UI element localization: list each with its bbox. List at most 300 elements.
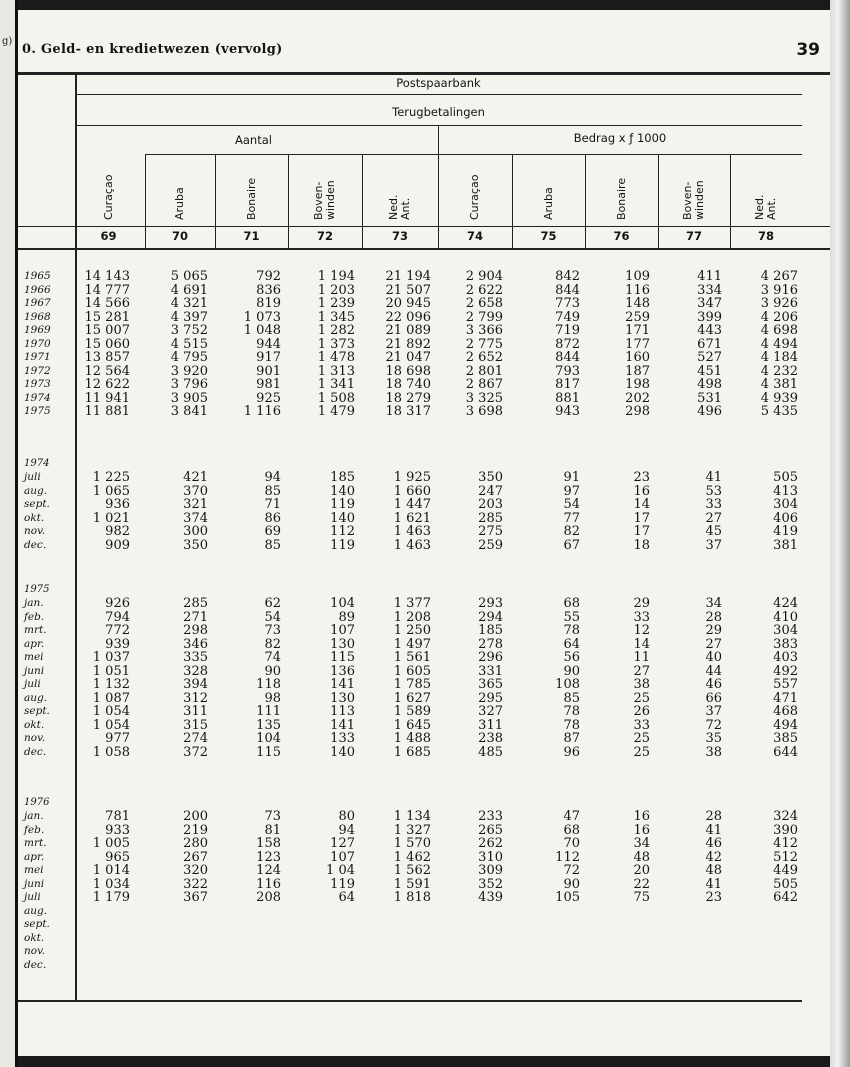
column-header-text: Ned. — [387, 194, 400, 220]
table-cell: 1 313 — [317, 363, 355, 379]
table-cell: 11 — [633, 650, 650, 665]
table-cell: 977 — [105, 731, 130, 746]
table-cell: 485 — [478, 744, 503, 760]
table-cell: 53 — [705, 483, 722, 499]
table-cell: 185 — [330, 470, 355, 485]
table-cell: 119 — [330, 876, 355, 892]
table-cell: 1 508 — [317, 390, 355, 406]
table-cell: 15 281 — [84, 309, 130, 325]
table-cell: 4 381 — [760, 377, 798, 392]
row-label: mei — [24, 864, 44, 876]
table-cell: 78 — [563, 623, 580, 638]
table-cell: 1 377 — [393, 596, 431, 611]
table-cell: 219 — [183, 822, 208, 838]
table-cell: 104 — [330, 596, 355, 611]
table-cell: 274 — [183, 731, 208, 746]
table-cell: 73 — [264, 623, 281, 638]
table-cell: 1 497 — [393, 636, 431, 652]
table-cell: 4 515 — [170, 336, 208, 352]
table-cell: 67 — [563, 537, 580, 553]
table-cell: 130 — [330, 690, 355, 706]
column-header-3 — [246, 178, 258, 220]
table-cell: 112 — [555, 849, 580, 865]
table-cell: 1 479 — [317, 404, 355, 419]
table-cell: 111 — [256, 704, 281, 719]
table-cell: 4 939 — [760, 390, 798, 406]
table-cell: 171 — [625, 323, 650, 338]
table-cell: 817 — [555, 377, 580, 392]
row-label: feb. — [24, 823, 45, 836]
table-cell: 78 — [563, 717, 580, 733]
left-page-fragment: g) — [2, 36, 13, 47]
table-cell: 12 564 — [84, 363, 130, 379]
table-cell: 14 — [633, 636, 650, 652]
table-cell: 123 — [256, 849, 281, 865]
table-cell: 981 — [256, 377, 281, 392]
table-cell: 41 — [705, 876, 722, 892]
table-cell: 119 — [330, 497, 355, 512]
table-cell: 1 021 — [92, 510, 130, 526]
table-cell: 141 — [330, 717, 355, 733]
table-cell: 1 179 — [92, 890, 130, 905]
table-cell: 4 206 — [760, 309, 798, 325]
table-cell: 198 — [625, 377, 650, 392]
column-header-4 — [313, 180, 337, 220]
row-label: 1973 — [24, 378, 51, 390]
column-header-text: Aruba — [541, 187, 555, 220]
table-cell: 794 — [105, 609, 130, 625]
table-cell: 18 — [633, 537, 650, 553]
header-bedrag: Bedrag x ƒ 1000 — [573, 131, 667, 145]
row-label: sept. — [24, 498, 50, 510]
table-cell: 85 — [563, 690, 580, 706]
table-cell: 1 785 — [393, 677, 431, 692]
header-bottom-rule — [18, 248, 830, 250]
table-cell: 38 — [633, 677, 650, 692]
table-cell: 2 658 — [465, 296, 503, 311]
table-cell: 64 — [338, 890, 355, 905]
column-header-text: Curaçao — [468, 174, 481, 220]
table-cell: 177 — [625, 336, 650, 352]
table-cell: 1 04 — [326, 863, 355, 878]
row-label: apr. — [24, 850, 45, 863]
table-cell: 25 — [633, 731, 650, 746]
table-cell: 1 478 — [317, 350, 355, 365]
table-cell: 136 — [330, 663, 355, 679]
table-bottom-rule — [18, 1000, 802, 1002]
table-cell: 115 — [256, 744, 281, 760]
table-cell: 41 — [705, 822, 722, 838]
table-cell: 3 920 — [170, 363, 208, 379]
table-cell: 21 507 — [385, 282, 431, 298]
table-cell: 1 054 — [92, 704, 130, 719]
rule-line — [75, 94, 802, 95]
column-header-text: Ant. — [399, 197, 412, 220]
table-cell: 104 — [256, 731, 281, 746]
table-cell: 1 818 — [393, 890, 431, 905]
table-cell: 1 925 — [393, 470, 431, 485]
table-cell: 185 — [478, 623, 503, 638]
column-header-1 — [103, 175, 115, 220]
table-cell: 11 881 — [84, 404, 130, 419]
table-cell: 3 752 — [170, 323, 208, 338]
table-cell: 772 — [105, 623, 130, 638]
row-label: sept. — [24, 705, 50, 717]
table-cell: 21 194 — [385, 269, 431, 284]
table-cell: 936 — [105, 497, 130, 512]
table-cell: 309 — [478, 863, 503, 878]
table-cell: 17 — [633, 524, 650, 539]
column-number-7: 75 — [540, 229, 557, 243]
table-cell: 374 — [183, 510, 208, 526]
table-cell: 29 — [633, 596, 650, 611]
row-label: mei — [24, 651, 44, 663]
row-label: nov. — [24, 525, 46, 537]
table-cell: 328 — [183, 663, 208, 679]
page-title: 0. Geld- en kredietwezen (vervolg) — [22, 42, 283, 57]
table-cell: 381 — [773, 537, 798, 553]
row-label: 1967 — [24, 297, 51, 309]
table-cell: 15 060 — [84, 336, 130, 352]
table-cell: 1 239 — [317, 296, 355, 311]
table-cell: 642 — [773, 890, 798, 905]
table-cell: 37 — [705, 537, 722, 553]
table-cell: 1 116 — [243, 404, 281, 419]
table-cell: 1 134 — [393, 809, 431, 824]
table-cell: 34 — [705, 596, 722, 611]
table-cell: 419 — [773, 524, 798, 539]
table-cell: 350 — [478, 470, 503, 485]
table-cell: 294 — [478, 609, 503, 625]
column-header-9 — [682, 180, 706, 220]
column-header-7 — [543, 187, 555, 220]
row-label: aug. — [24, 691, 48, 704]
table-cell: 295 — [478, 690, 503, 706]
table-cell: 512 — [773, 849, 798, 865]
table-cell: 385 — [773, 731, 798, 746]
table-cell: 527 — [697, 350, 722, 365]
table-cell: 115 — [330, 650, 355, 665]
row-label: okt. — [24, 718, 45, 731]
table-cell: 403 — [773, 650, 798, 665]
table-cell: 1 014 — [92, 863, 130, 878]
table-cell: 4 494 — [760, 336, 798, 352]
table-cell: 91 — [563, 470, 580, 485]
table-cell: 72 — [705, 717, 722, 733]
column-header-2 — [174, 187, 186, 220]
column-header-text: winden — [324, 180, 337, 220]
table-cell: 836 — [256, 282, 281, 298]
table-cell: 135 — [256, 717, 281, 733]
table-cell: 55 — [563, 609, 580, 625]
table-cell: 26 — [633, 704, 650, 719]
table-cell: 315 — [183, 717, 208, 733]
table-cell: 1 048 — [243, 323, 281, 338]
table-cell: 116 — [256, 876, 281, 892]
row-label: jan. — [24, 597, 44, 609]
table-cell: 671 — [697, 336, 722, 352]
column-header-text: Ned. — [753, 194, 766, 220]
table-cell: 130 — [330, 636, 355, 652]
table-cell: 47 — [563, 809, 580, 824]
table-cell: 494 — [773, 717, 798, 733]
table-cell: 844 — [555, 282, 580, 298]
table-cell: 90 — [563, 876, 580, 892]
table-cell: 35 — [705, 731, 722, 746]
year-label: 1976 — [24, 797, 50, 808]
table-cell: 14 566 — [84, 296, 130, 311]
table-cell: 33 — [633, 717, 650, 733]
table-cell: 439 — [478, 890, 503, 905]
table-cell: 28 — [705, 809, 722, 824]
table-cell: 233 — [478, 809, 503, 824]
table-cell: 939 — [105, 636, 130, 652]
table-cell: 331 — [478, 663, 503, 679]
table-cell: 322 — [183, 876, 208, 892]
table-cell: 71 — [264, 497, 281, 512]
table-cell: 23 — [705, 890, 722, 905]
table-cell: 238 — [478, 731, 503, 746]
table-cell: 68 — [563, 596, 580, 611]
row-label: apr. — [24, 637, 45, 650]
table-cell: 3 366 — [465, 323, 503, 338]
table-cell: 1 561 — [393, 650, 431, 665]
table-cell: 293 — [478, 596, 503, 611]
table-cell: 62 — [264, 596, 281, 611]
table-cell: 40 — [705, 650, 722, 665]
table-cell: 124 — [256, 863, 281, 878]
table-cell: 3 325 — [465, 390, 503, 406]
table-cell: 25 — [633, 690, 650, 706]
table-cell: 46 — [705, 677, 722, 692]
table-cell: 296 — [478, 650, 503, 665]
table-cell: 112 — [330, 524, 355, 539]
table-cell: 54 — [563, 497, 580, 512]
table-cell: 406 — [773, 510, 798, 526]
table-cell: 390 — [773, 822, 798, 838]
table-cell: 367 — [183, 890, 208, 905]
table-cell: 505 — [773, 470, 798, 485]
column-header-text: Aruba — [173, 187, 186, 220]
column-number-6: 74 — [466, 229, 483, 243]
row-label: nov. — [24, 732, 46, 744]
table-cell: 421 — [183, 470, 208, 485]
table-cell: 925 — [256, 390, 281, 406]
row-label: 1969 — [24, 324, 51, 336]
table-cell: 82 — [563, 524, 580, 539]
table-cell: 70 — [563, 836, 580, 851]
row-label: dec. — [24, 958, 47, 971]
table-cell: 1 488 — [393, 731, 431, 746]
table-cell: 20 945 — [385, 296, 431, 311]
table-cell: 557 — [773, 677, 798, 692]
table-cell: 133 — [330, 731, 355, 746]
table-cell: 18 317 — [385, 404, 431, 419]
table-cell: 372 — [183, 744, 208, 760]
table-cell: 1 073 — [243, 309, 281, 325]
row-label: okt. — [24, 511, 45, 524]
row-label: aug. — [24, 904, 48, 917]
column-number-5: 73 — [391, 229, 408, 243]
table-cell: 86 — [264, 510, 281, 526]
table-cell: 75 — [633, 890, 650, 905]
table-cell: 311 — [478, 717, 503, 733]
table-cell: 300 — [183, 524, 208, 539]
table-cell: 109 — [625, 269, 650, 284]
table-cell: 113 — [330, 704, 355, 719]
table-cell: 2 652 — [465, 350, 503, 365]
table-cell: 27 — [705, 510, 722, 526]
table-cell: 2 801 — [465, 363, 503, 379]
table-cell: 1 051 — [92, 663, 130, 679]
table-cell: 1 463 — [393, 537, 431, 553]
table-cell: 1 341 — [317, 377, 355, 392]
table-cell: 262 — [478, 836, 503, 851]
table-cell: 271 — [183, 609, 208, 625]
table-cell: 68 — [563, 822, 580, 838]
table-cell: 965 — [105, 849, 130, 865]
row-label: mrt. — [24, 837, 47, 849]
table-cell: 1 194 — [317, 269, 355, 284]
table-cell: 749 — [555, 309, 580, 325]
header-terugbetalingen: Terugbetalingen — [392, 105, 485, 119]
table-cell: 28 — [705, 609, 722, 625]
table-cell: 320 — [183, 863, 208, 878]
table-cell: 793 — [555, 363, 580, 379]
table-cell: 1 462 — [393, 849, 431, 865]
column-header-text: winden — [693, 180, 706, 220]
table-cell: 16 — [633, 483, 650, 499]
table-cell: 275 — [478, 524, 503, 539]
table-cell: 69 — [264, 524, 281, 539]
table-cell: 1 627 — [393, 690, 431, 706]
table-cell: 38 — [705, 744, 722, 760]
table-cell: 1 250 — [393, 623, 431, 638]
table-cell: 443 — [697, 323, 722, 338]
table-cell: 350 — [183, 537, 208, 553]
table-cell: 74 — [264, 650, 281, 665]
table-cell: 285 — [478, 510, 503, 526]
table-cell: 298 — [625, 404, 650, 419]
table-cell: 1 037 — [92, 650, 130, 665]
table-cell: 844 — [555, 350, 580, 365]
table-cell: 1 054 — [92, 717, 130, 733]
table-cell: 1 065 — [92, 483, 130, 499]
table-cell: 140 — [330, 510, 355, 526]
table-cell: 89 — [338, 609, 355, 625]
table-cell: 105 — [555, 890, 580, 905]
table-cell: 3 698 — [465, 404, 503, 419]
column-number-8: 76 — [613, 229, 630, 243]
rule-line — [18, 226, 830, 227]
column-header-text: Boven- — [312, 181, 325, 220]
table-cell: 23 — [633, 470, 650, 485]
row-label: dec. — [24, 745, 47, 758]
table-cell: 1 645 — [393, 717, 431, 733]
table-cell: 42 — [705, 849, 722, 865]
table-cell: 18 279 — [385, 390, 431, 406]
row-label: juni — [24, 664, 45, 677]
table-cell: 881 — [555, 390, 580, 406]
table-cell: 278 — [478, 636, 503, 652]
left-page-edge — [0, 0, 18, 1067]
table-cell: 34 — [633, 836, 650, 851]
table-cell: 1 373 — [317, 336, 355, 352]
table-cell: 96 — [563, 744, 580, 760]
column-header-text: Bonaire — [614, 177, 628, 220]
table-cell: 140 — [330, 483, 355, 499]
table-cell: 77 — [563, 510, 580, 526]
table-cell: 424 — [773, 596, 798, 611]
table-cell: 1 621 — [393, 510, 431, 526]
table-cell: 127 — [330, 836, 355, 851]
table-cell: 160 — [625, 350, 650, 365]
table-cell: 4 698 — [760, 323, 798, 338]
table-cell: 1 087 — [92, 690, 130, 706]
header-aantal: Aantal — [235, 133, 272, 147]
table-cell: 1 447 — [393, 497, 431, 512]
table-cell: 394 — [183, 677, 208, 692]
table-cell: 492 — [773, 663, 798, 679]
table-cell: 1 034 — [92, 876, 130, 892]
table-cell: 644 — [773, 744, 798, 760]
table-cell: 917 — [256, 350, 281, 365]
row-label: juli — [24, 678, 41, 690]
table-cell: 1 058 — [92, 744, 130, 760]
table-cell: 1 660 — [393, 483, 431, 499]
table-cell: 842 — [555, 269, 580, 284]
table-cell: 4 691 — [170, 282, 208, 298]
table-cell: 33 — [705, 497, 722, 512]
table-cell: 90 — [264, 663, 281, 679]
table-cell: 16 — [633, 809, 650, 824]
table-cell: 719 — [555, 323, 580, 338]
table-cell: 12 — [633, 623, 650, 638]
year-label: 1974 — [24, 458, 50, 469]
table-cell: 141 — [330, 677, 355, 692]
table-cell: 259 — [625, 309, 650, 325]
table-cell: 45 — [705, 524, 722, 539]
table-cell: 46 — [705, 836, 722, 851]
table-cell: 94 — [338, 822, 355, 838]
table-cell: 1 562 — [393, 863, 431, 878]
table-cell: 449 — [773, 863, 798, 878]
table-cell: 202 — [625, 390, 650, 406]
row-label: aug. — [24, 484, 48, 497]
table-cell: 3 905 — [170, 390, 208, 406]
table-cell: 41 — [705, 470, 722, 485]
table-cell: 33 — [633, 609, 650, 625]
table-cell: 48 — [705, 863, 722, 878]
table-cell: 1 685 — [393, 744, 431, 760]
row-label: sept. — [24, 918, 50, 930]
table-cell: 29 — [705, 623, 722, 638]
table-cell: 505 — [773, 876, 798, 892]
table-cell: 304 — [773, 497, 798, 512]
table-cell: 1 589 — [393, 704, 431, 719]
table-cell: 901 — [256, 363, 281, 379]
table-cell: 352 — [478, 876, 503, 892]
table-cell: 208 — [256, 890, 281, 905]
table-cell: 324 — [773, 809, 798, 824]
table-cell: 18 740 — [385, 377, 431, 392]
table-cell: 933 — [105, 822, 130, 838]
table-cell: 158 — [256, 836, 281, 851]
table-cell: 1 132 — [92, 677, 130, 692]
table-cell: 1 005 — [92, 836, 130, 851]
column-header-text: Boven- — [681, 181, 694, 220]
table-cell: 16 — [633, 822, 650, 838]
